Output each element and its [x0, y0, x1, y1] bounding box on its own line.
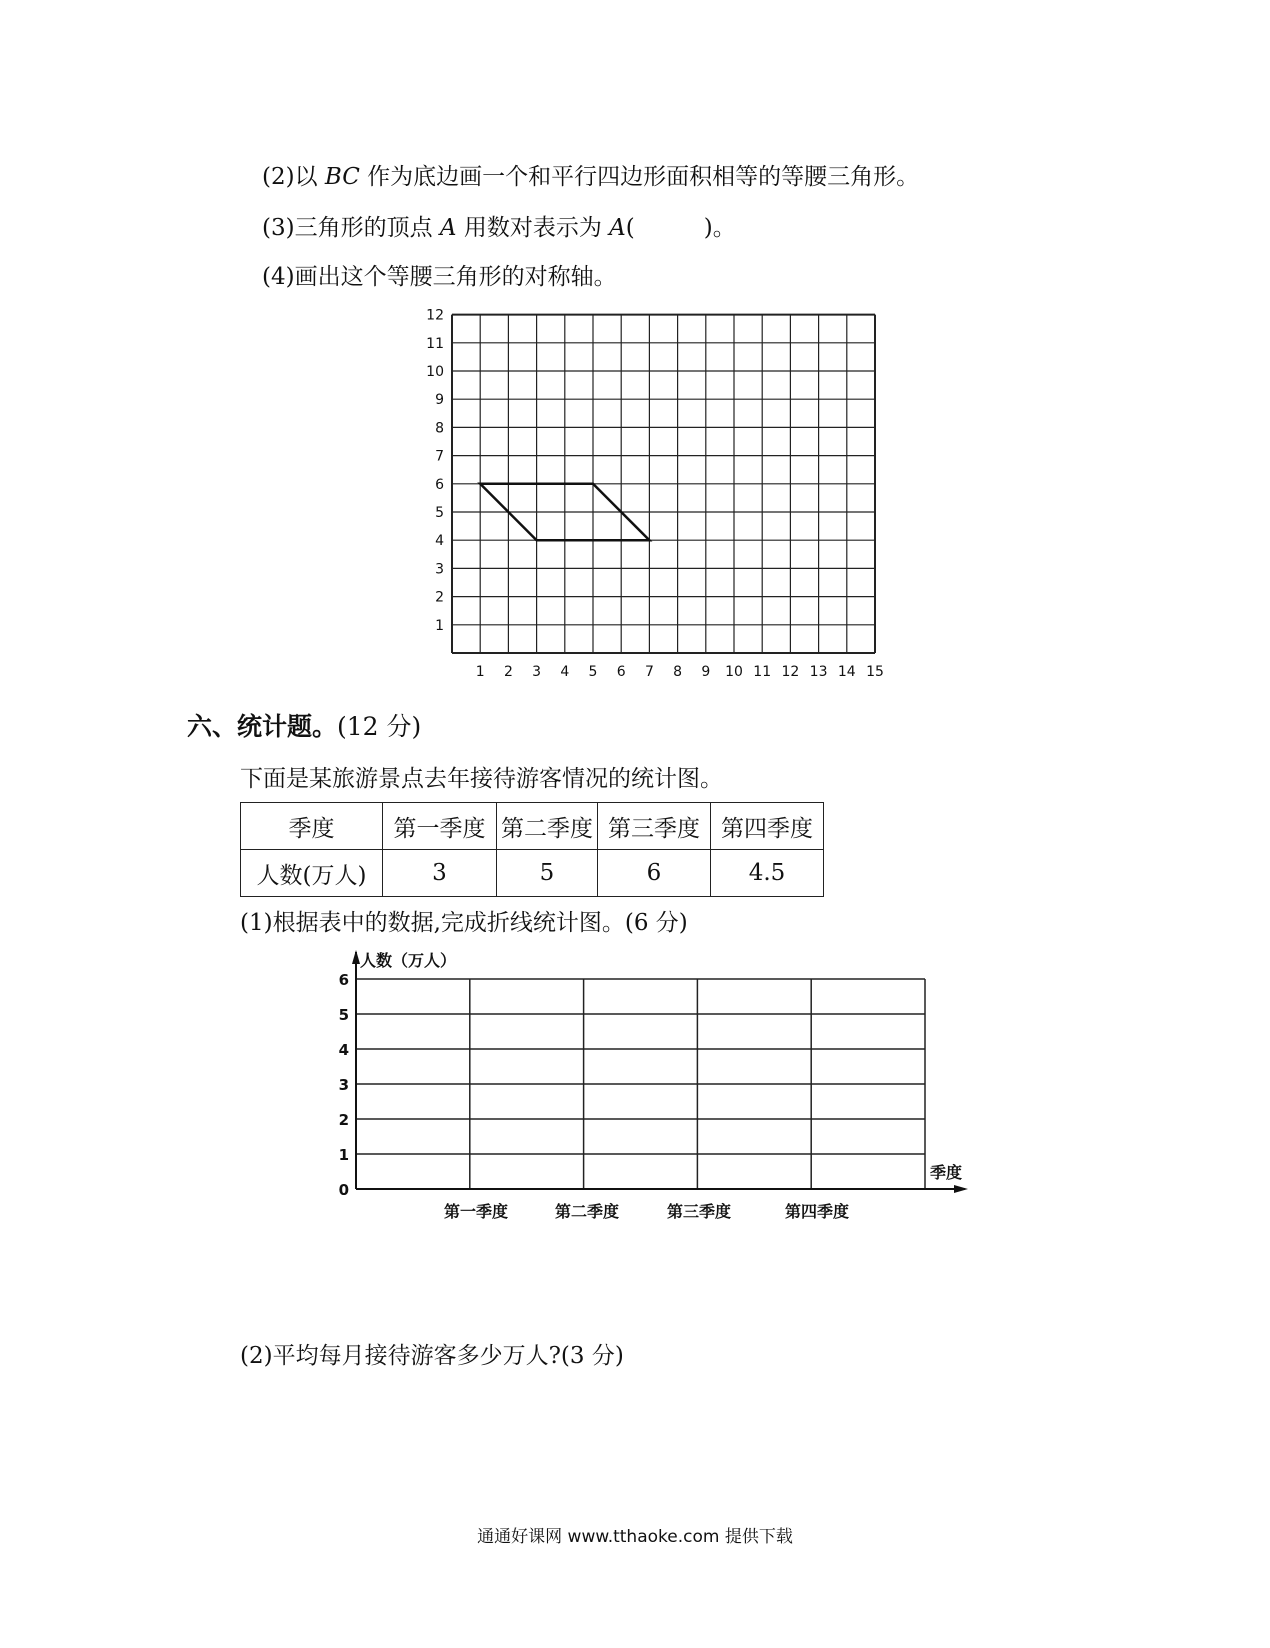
x-category-label: 第一季度 — [443, 1202, 509, 1221]
x-tick-label: 1 — [475, 664, 485, 680]
x-tick-label: 14 — [837, 664, 856, 680]
line-chart — [0, 940, 1270, 1240]
x-tick-label: 6 — [616, 664, 626, 680]
question-4: (4)画出这个等腰三角形的对称轴。 — [262, 264, 617, 290]
y-tick-label: 12 — [426, 307, 444, 324]
y-tick-label: 6 — [338, 971, 349, 989]
y-tick-label: 5 — [435, 505, 444, 521]
x-tick-label: 10 — [725, 664, 743, 680]
y-tick-label: 11 — [426, 335, 444, 352]
y-tick-label: 4 — [435, 533, 444, 550]
table-cell: 3 — [383, 850, 497, 897]
stats-table — [240, 802, 824, 897]
stats-intro: 下面是某旅游景点去年接待游客情况的统计图。 — [240, 766, 723, 792]
y-tick-label: 10 — [426, 364, 444, 380]
x-tick-label: 9 — [701, 664, 711, 680]
x-tick-label: 5 — [588, 664, 598, 680]
y-tick-label: 9 — [435, 392, 444, 409]
x-axis-arrow-icon — [954, 1185, 968, 1193]
x-category-label: 第二季度 — [554, 1202, 620, 1221]
x-tick-label: 2 — [503, 664, 513, 680]
question-2: (2)以 BC 作为底边画一个和平行四边形面积相等的等腰三角形。 — [262, 164, 920, 190]
y-tick-label: 3 — [435, 561, 444, 578]
coordinate-grid — [0, 0, 1270, 700]
table-cell: 第一季度 — [383, 803, 497, 850]
question-3: (3)三角形的顶点 A 用数对表示为 A( )。 — [262, 215, 736, 241]
y-axis-arrow-icon — [352, 950, 360, 964]
table-cell: 5 — [497, 850, 598, 897]
sub-question-1: (1)根据表中的数据,完成折线统计图。(6 分) — [240, 910, 688, 936]
table-cell: 第二季度 — [497, 803, 598, 850]
y-tick-label: 1 — [338, 1146, 349, 1164]
table-cell: 季度 — [241, 803, 383, 850]
y-tick-label: 8 — [435, 420, 444, 437]
x-tick-label: 4 — [560, 664, 570, 680]
section-6-heading: 六、统计题。(12 分) — [187, 712, 422, 741]
y-tick-label: 2 — [338, 1111, 349, 1129]
y-tick-label: 5 — [338, 1006, 349, 1024]
x-tick-label: 12 — [781, 664, 800, 680]
x-tick-label: 15 — [866, 664, 884, 680]
x-category-label: 第三季度 — [666, 1202, 732, 1221]
y-axis-title: 人数（万人） — [360, 951, 457, 970]
y-tick-label: 7 — [435, 448, 444, 465]
x-tick-label: 11 — [753, 664, 772, 680]
sub-question-2: (2)平均每月接待游客多少万人?(3 分) — [240, 1343, 624, 1369]
table-cell: 人数(万人) — [241, 850, 383, 897]
y-tick-label: 1 — [435, 617, 444, 634]
y-tick-label: 4 — [338, 1041, 349, 1059]
x-tick-label: 7 — [644, 664, 654, 680]
table-row — [241, 850, 824, 897]
table-cell: 第三季度 — [598, 803, 711, 850]
y-tick-label: 2 — [435, 589, 444, 606]
y-tick-label: 0 — [338, 1181, 349, 1199]
table-header-row — [241, 803, 824, 850]
table-cell: 第四季度 — [711, 803, 824, 850]
x-axis-title: 季度 — [930, 1163, 963, 1182]
y-tick-label: 6 — [435, 476, 444, 493]
y-tick-label: 3 — [338, 1076, 349, 1094]
table-cell: 4.5 — [711, 850, 824, 897]
table-cell: 6 — [598, 850, 711, 897]
x-category-label: 第四季度 — [784, 1202, 850, 1221]
x-tick-label: 8 — [673, 664, 683, 680]
x-tick-label: 3 — [532, 664, 542, 680]
x-tick-label: 13 — [809, 664, 828, 680]
footer: 通通好课网 www.tthaoke.com 提供下载 — [477, 1527, 793, 1547]
